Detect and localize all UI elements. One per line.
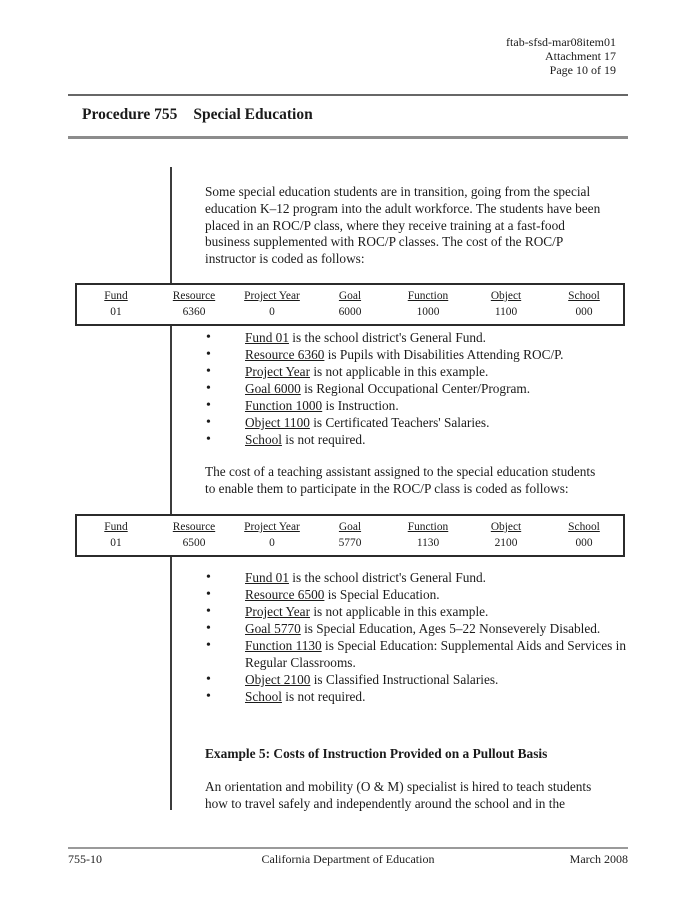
code-term: Resource 6360 (245, 347, 325, 362)
intro-paragraph (205, 184, 650, 268)
example-5-heading: Example 5: Costs of Instruction Provided on a Pullout Basis (205, 746, 548, 761)
procedure-title (82, 106, 313, 124)
table-header-function: Function (407, 521, 449, 533)
code-term: Fund 01 (245, 330, 289, 345)
paragraph-line: Some special education students are in transition, going from the special (205, 184, 591, 199)
table-header-school: School (568, 290, 600, 302)
code-term: Function 1130 (245, 638, 322, 653)
paragraph-line: An orientation and mobility (O & M) specialist is hired to teach students (205, 779, 592, 794)
bullet-item (205, 569, 627, 586)
code-description: is Instruction. (322, 398, 399, 413)
table-header-goal: Goal (338, 290, 362, 302)
code-description: is not required. (281, 432, 366, 447)
table-header-fund: Fund (104, 290, 128, 302)
middle-paragraph (205, 464, 650, 498)
paragraph-line: education K–12 program into the adult workforce. The students have been (205, 200, 601, 216)
header-attachment: Attachment 17 (545, 49, 616, 63)
code-description: is Certificated Teachers' Salaries. (309, 415, 490, 430)
paragraph-line: instructor is coded as follows: (205, 251, 365, 267)
procedure-subject: Special Education (193, 106, 313, 123)
table-value-function: 1000 (416, 306, 440, 318)
code-description: is Pupils with Disabilities Attending ROC/P. (324, 347, 564, 362)
bullet-item (205, 363, 627, 380)
code-explanation-list-1 (205, 329, 627, 448)
table-value-function: 1130 (416, 537, 440, 549)
code-description: is the school district's General Fund. (288, 330, 486, 345)
footer-date: March 2008 (569, 852, 628, 866)
table-header-goal: Goal (338, 521, 362, 533)
code-term: Object 1100 (245, 415, 310, 430)
paragraph-line: how to travel safely and independently around the school and in the (205, 795, 566, 811)
bullet-item (205, 603, 627, 620)
bullet-item (205, 346, 627, 363)
page-footer (68, 852, 628, 867)
code-term: Goal 5770 (245, 621, 301, 636)
header-doc-id: ftab-sfsd-mar08item01 (506, 35, 616, 49)
paragraph-line: placed in an ROC/P class, where they receive training at a fast-food (205, 217, 565, 233)
table-value-project-year: 0 (269, 537, 275, 549)
code-description: is not required. (281, 689, 366, 704)
table-header-fund: Fund (104, 521, 128, 533)
code-term: Object 2100 (245, 672, 311, 687)
code-term: Fund 01 (245, 570, 289, 585)
account-codes-table-2 (75, 514, 625, 557)
table-value-goal: 6000 (338, 306, 362, 318)
code-description: is Special Education: Supplemental Aids and Services in Regular Classrooms. (245, 638, 627, 670)
code-term: Project Year (245, 604, 310, 619)
table-header-function: Function (407, 290, 449, 302)
table-header-object: Object (490, 521, 522, 533)
table-value-object: 1100 (494, 306, 518, 318)
closing-paragraph (205, 779, 650, 813)
header-page-number: Page 10 of 19 (549, 63, 616, 77)
vertical-divider-line (170, 167, 172, 810)
code-term: School (245, 432, 282, 447)
code-description: is Special Education, Ages 5–22 Nonseverely Disabled. (300, 621, 601, 636)
account-codes-table-1 (75, 283, 625, 326)
code-description: is Classified Instructional Salaries. (310, 672, 499, 687)
code-term: Goal 6000 (245, 381, 301, 396)
bullet-item (205, 586, 627, 603)
bullet-item (205, 397, 627, 414)
code-term: Resource 6500 (245, 587, 325, 602)
paragraph-line: to enable them to participate in the ROC/P class is coded as follows: (205, 480, 569, 496)
table-value-project-year: 0 (269, 306, 275, 318)
footer-organization: California Department of Education (261, 852, 435, 866)
bullet-item (205, 637, 627, 671)
horizontal-rule-footer (68, 847, 628, 849)
horizontal-rule-top (68, 94, 628, 96)
bullet-item (205, 688, 627, 705)
code-description: is Special Education. (324, 587, 440, 602)
table-value-goal: 5770 (338, 537, 362, 549)
table-value-object: 2100 (494, 537, 518, 549)
horizontal-rule-under-title (68, 136, 628, 139)
bullet-item (205, 431, 627, 448)
table-value-resource: 6500 (182, 537, 206, 549)
page-header (506, 35, 616, 77)
code-description: is the school district's General Fund. (288, 570, 486, 585)
table-value-school: 000 (575, 306, 593, 318)
bullet-item (205, 414, 627, 431)
bullet-item (205, 620, 627, 637)
table-value-fund: 01 (110, 306, 122, 318)
paragraph-line: The cost of a teaching assistant assigned to the special education students (205, 464, 596, 479)
paragraph-line: business supplemented with ROC/P classes. The cost of the ROC/P (205, 234, 564, 250)
table-header-object: Object (490, 290, 522, 302)
bullet-item (205, 329, 627, 346)
table-header-project-year: Project Year (244, 521, 300, 533)
bullet-item (205, 380, 627, 397)
procedure-number: Procedure 755 (82, 106, 178, 123)
code-term: School (245, 689, 282, 704)
table-header-resource: Resource (172, 521, 216, 533)
table-header-project-year: Project Year (244, 290, 300, 302)
table-value-resource: 6360 (182, 306, 206, 318)
table-value-school: 000 (575, 537, 593, 549)
code-description: is not applicable in this example. (310, 364, 489, 379)
table-header-resource: Resource (172, 290, 216, 302)
code-description: is not applicable in this example. (310, 604, 489, 619)
code-term: Project Year (245, 364, 310, 379)
bullet-item (205, 671, 627, 688)
code-description: is Regional Occupational Center/Program. (300, 381, 531, 396)
code-term: Function 1000 (245, 398, 323, 413)
table-value-fund: 01 (110, 537, 122, 549)
footer-page-number: 755-10 (68, 852, 102, 866)
table-header-school: School (568, 521, 600, 533)
code-explanation-list-2 (205, 569, 627, 705)
